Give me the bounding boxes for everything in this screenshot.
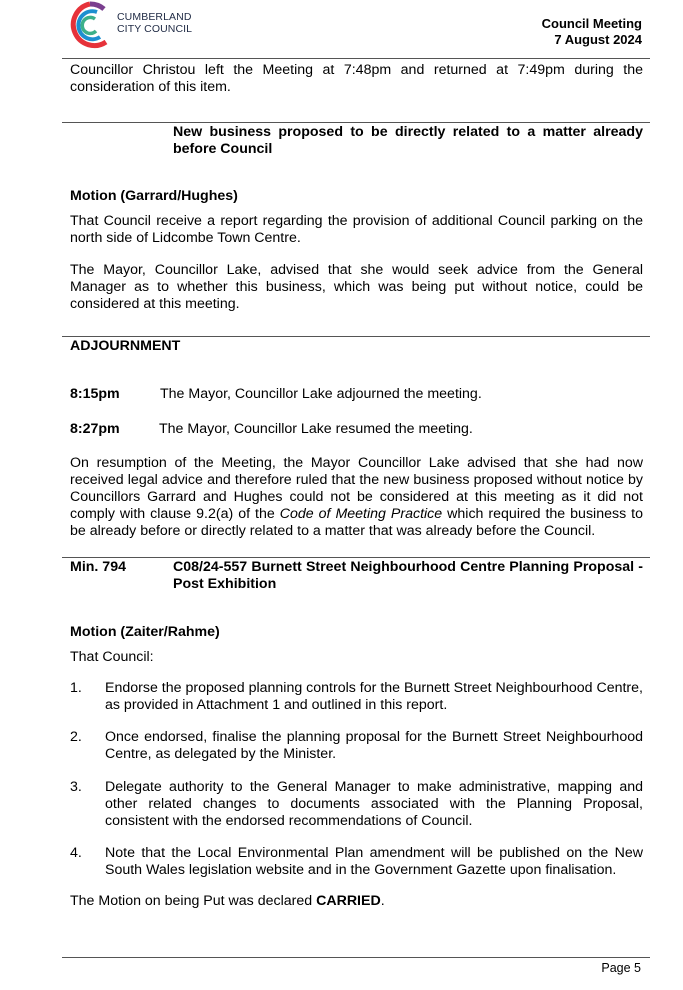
motion1-text: That Council receive a report regarding the provision of additional Council parking on the north side of Lidcombe Town Centre. [70,213,643,246]
resumption-part1: On resumption of the Meeting, the Mayor Councillor Lake advised that she had now received legal advice and therefore ruled that the new business proposed without notice by Councillors Garrard and Hughes could not be considered at this meeting as it did not comply with clause 9.2(a) of the [70,455,643,522]
list-item: Delegate authority to the General Manager to make administrative, mapping and other related changes to documents associated with the Planning Proposal, consistent with the endorsed recommendations of Council. [105,779,643,829]
meeting-title: Council Meeting [541,16,642,31]
divider-min-794 [62,557,650,558]
resumption-part2: which required the business to be already before or directly related to a matter that was already before the Council. [70,506,643,539]
min-number: Min. 794 [70,559,126,575]
list-item-number: 1. [70,680,82,696]
divider-adjournment [62,336,650,337]
org-name [117,12,192,35]
list-item-number: 4. [70,845,82,861]
carried-word: CARRIED [316,893,381,909]
carried-prefix: The Motion on being Put was declared [70,893,317,909]
page-number: Page 5 [601,961,641,975]
meeting-date: 7 August 2024 [554,32,642,47]
resumption-paragraph [70,455,643,540]
that-council: That Council: [70,649,154,665]
list-item: Endorse the proposed planning controls for the Burnett Street Neighbourhood Centre, as provided in Attachment 1 and outlined in this report. [105,680,643,713]
list-item-number: 3. [70,779,82,795]
resume-text: The Mayor, Councillor Lake resumed the meeting. [159,421,473,437]
list-item-number: 2. [70,729,82,745]
org-name-line2: CITY COUNCIL [117,22,193,35]
cumberland-logo-icon [66,0,114,50]
footer-divider [62,957,650,958]
header-divider [62,58,650,59]
list-item: Once endorsed, finalise the planning proposal for the Burnett Street Neighbourhood Centre, as delegated by the Minister. [105,729,643,762]
new-business-heading: New business proposed to be directly related to a matter already before Council [173,124,643,157]
list-item: Note that the Local Environmental Plan amendment will be published on the New South Wales legislation website and in the Government Gazette upon finalisation. [105,845,643,878]
carried-statement [70,893,643,910]
adjourn-text: The Mayor, Councillor Lake adjourned the meeting. [160,386,482,402]
motion2-heading: Motion (Zaiter/Rahme) [70,624,220,640]
resume-time: 8:27pm [70,421,120,437]
meeting-header [542,16,642,48]
mayor-advice: The Mayor, Councillor Lake, advised that she would seek advice from the General Manager as to whether this business, which was being put without notice, could be considered at this meeting. [70,262,643,312]
motion1-heading: Motion (Garrard/Hughes) [70,188,238,204]
adjournment-heading: ADJOURNMENT [70,338,181,354]
code-of-meeting-practice: Code of Meeting Practice [279,506,443,522]
divider-new-business [62,122,650,123]
adjourn-time: 8:15pm [70,386,120,402]
org-name-line1: CUMBERLAND [117,11,192,23]
christou-note: Councillor Christou left the Meeting at 7:48pm and returned at 7:49pm during the consideration of this item. [70,62,643,95]
min-heading: C08/24-557 Burnett Street Neighbourhood Centre Planning Proposal - Post Exhibition [173,559,643,592]
carried-suffix: . [380,893,385,909]
